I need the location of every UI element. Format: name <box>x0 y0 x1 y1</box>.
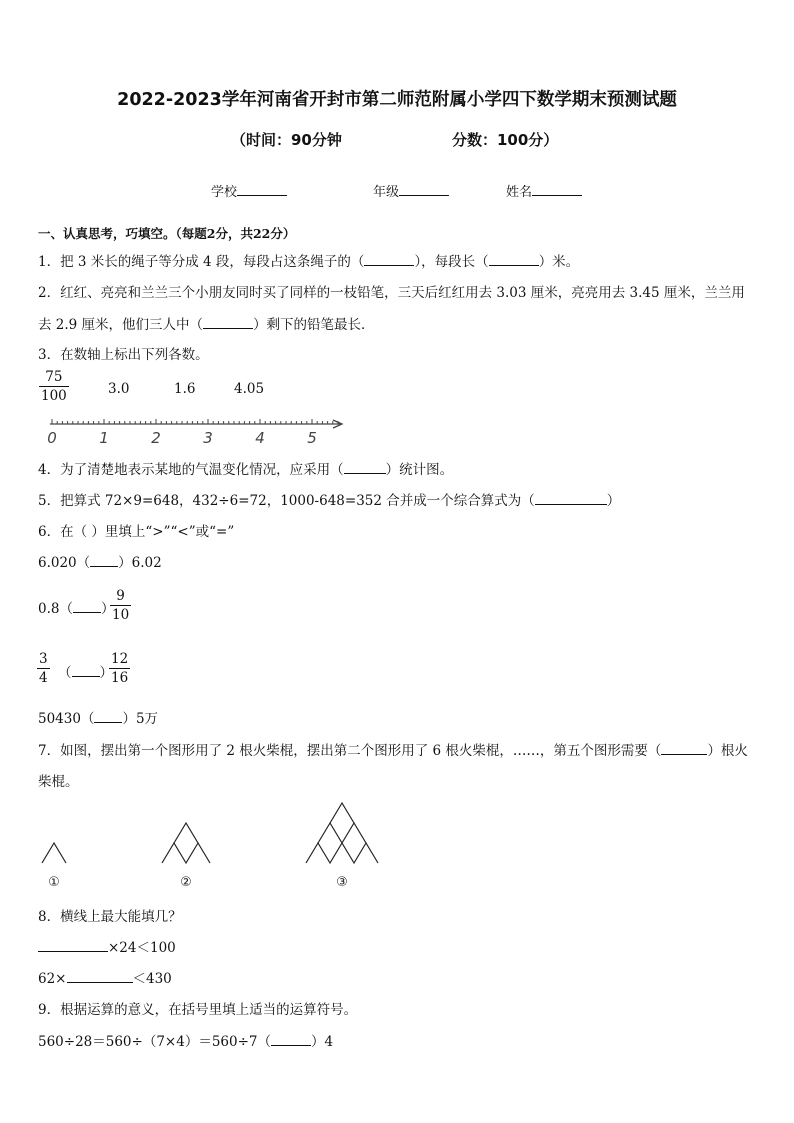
question-7-line-1: 7．如图，摆出第一个图形用了 2 根火柴棍，摆出第二个图形用了 6 根火柴棍，……，第五个图形需要（ ）根火 <box>38 743 748 759</box>
q8-row-2: 62× ＜430 <box>38 971 172 987</box>
page-title: 2022-2023学年河南省开封市第二师范附属小学四下数学期末预测试题 <box>117 90 677 110</box>
question-7-line-2: 柴棍。 <box>38 774 79 790</box>
grade-field[interactable]: 年级 <box>373 181 449 200</box>
q6-row-2: 0.8（ ） <box>38 601 115 617</box>
fraction-9-10: 9 10 <box>112 588 130 623</box>
name-field[interactable]: 姓名 <box>506 181 582 200</box>
answer-blank[interactable] <box>73 600 101 613</box>
q6-row-4: 50430（ ）5万 <box>38 711 159 727</box>
question-1: 1．把 3 米长的绳子等分成 4 段，每段占这条绳子的（ ），每段长（ ）米。 <box>38 254 580 270</box>
answer-blank[interactable] <box>90 554 118 567</box>
axis-label: 3 <box>203 429 213 447</box>
answer-blank[interactable] <box>271 1033 311 1046</box>
question-4: 4．为了清楚地表示某地的气温变化情况，应采用（ ）统计图。 <box>38 462 454 478</box>
question-9: 9．根据运算的意义，在括号里填上适当的运算符号。 <box>38 1002 358 1018</box>
school-field[interactable]: 学校 <box>211 181 287 200</box>
answer-blank[interactable] <box>661 742 707 755</box>
number-3-0: 3.0 <box>108 381 130 397</box>
fraction-3-4: 3 4 <box>39 651 48 686</box>
question-8: 8．横线上最大能填几？ <box>38 909 182 925</box>
question-5: 5．把算式 72×9=648，432÷6=72，1000-648=352 合并成一个综合算式为（ ） <box>38 493 621 509</box>
matchstick-figures <box>0 795 400 895</box>
exam-score: 分数：100分） <box>452 131 559 149</box>
answer-blank[interactable] <box>344 461 386 474</box>
answer-blank[interactable] <box>38 939 108 952</box>
question-2-line-2: 去 2.9 厘米，他们三人中（ ）剩下的铅笔最长． <box>38 317 375 333</box>
q9-row-1: 560÷28＝560÷（7×4）＝560÷7（ ）4 <box>38 1034 334 1050</box>
q6-row-3: （ ） <box>58 665 113 681</box>
axis-label: 2 <box>151 429 161 447</box>
fraction-75-100: 75 100 <box>41 369 67 404</box>
axis-label: 1 <box>99 429 109 447</box>
figure-label-3: ③ <box>336 875 348 890</box>
exam-time: （时间：90分钟 <box>231 131 342 149</box>
figure-label-2: ② <box>180 875 192 890</box>
question-2-line-1: 2．红红、亮亮和兰兰三个小朋友同时买了同样的一枝铅笔，三天后红红用去 3.03 厘米，亮亮用去 3.45 厘米，兰兰用 <box>38 285 745 301</box>
answer-blank[interactable] <box>72 664 100 677</box>
question-3: 3．在数轴上标出下列各数。 <box>38 347 209 363</box>
number-4-05: 4.05 <box>234 381 265 397</box>
number-1-6: 1.6 <box>174 381 196 397</box>
q8-row-1: ×24＜100 <box>38 936 176 956</box>
answer-blank[interactable] <box>364 253 414 266</box>
answer-blank[interactable] <box>489 253 539 266</box>
answer-blank[interactable] <box>94 710 122 723</box>
q6-row-1: 6.020（ ）6.02 <box>38 555 162 571</box>
answer-blank[interactable] <box>67 970 133 983</box>
section-1-heading: 一、认真思考，巧填空。（每题2分，共22分） <box>38 226 296 241</box>
figure-label-1: ① <box>48 875 60 890</box>
question-6: 6．在（ ）里填上“>”“<”或“=” <box>38 524 235 540</box>
axis-label: 4 <box>255 429 265 447</box>
answer-blank[interactable] <box>203 316 253 329</box>
axis-label: 0 <box>47 429 57 447</box>
answer-blank[interactable] <box>535 492 607 505</box>
axis-label: 5 <box>307 429 317 447</box>
fraction-12-16: 12 16 <box>111 651 129 686</box>
number-line[interactable] <box>40 410 350 450</box>
